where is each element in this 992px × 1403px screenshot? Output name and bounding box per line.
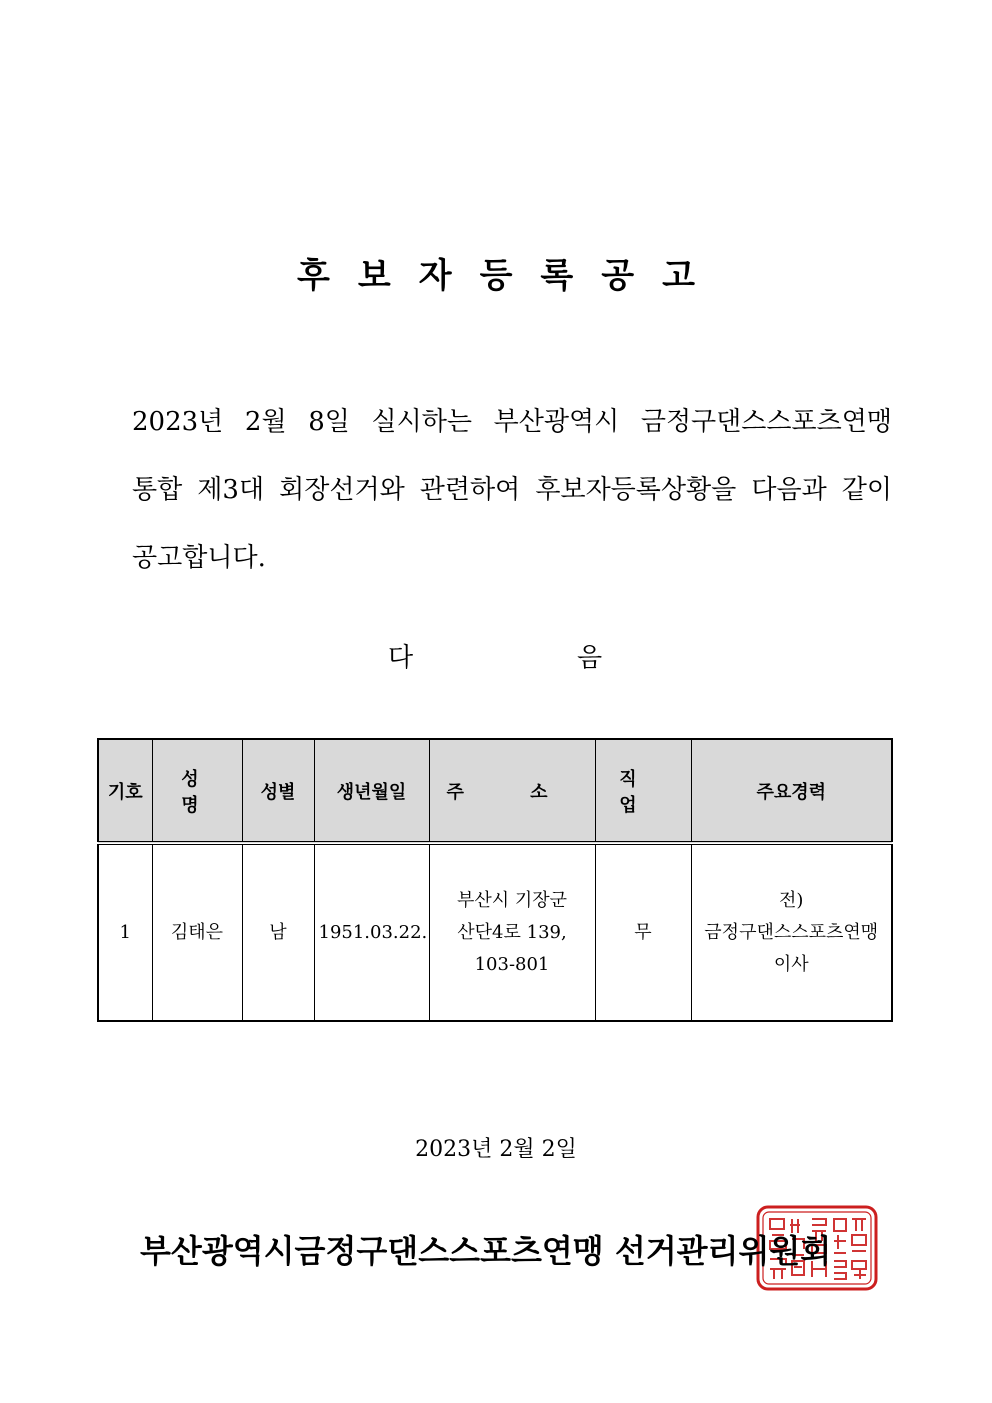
address-line: 산단4로 139, (457, 921, 567, 943)
cell-career (691, 843, 892, 1021)
career-line: 전) (779, 889, 804, 911)
cell-occupation: 무 (595, 843, 691, 1021)
address-line: 103-801 (474, 953, 550, 975)
header-number: 기호 (98, 739, 152, 843)
table-row (98, 843, 892, 1021)
address-line: 부산시 기장군 (456, 889, 568, 911)
cell-name: 김태은 (152, 843, 242, 1021)
header-address: 주 소 (429, 739, 595, 843)
section-heading-da: 다 (388, 643, 414, 673)
header-birthdate: 생년월일 (314, 739, 429, 843)
paragraph-line: 통합 제3대 회장선거와 관련하여 후보자등록상황을 다음과 같이 (132, 475, 892, 505)
cell-birthdate: 1951.03.22. (314, 843, 429, 1021)
candidate-table (97, 738, 893, 1022)
header-name: 성 명 (152, 739, 242, 843)
cell-gender: 남 (242, 843, 314, 1021)
announcement-paragraph (132, 388, 892, 592)
paragraph-line: 2023년 2월 8일 실시하는 부산광역시 금정구댄스스포츠연맹 (132, 407, 892, 437)
header-occupation: 직 업 (595, 739, 691, 843)
section-heading-eum: 음 (577, 643, 603, 673)
cell-address (429, 843, 595, 1021)
cell-number: 1 (98, 843, 152, 1021)
header-career: 주요경력 (691, 739, 892, 843)
career-line: 이사 (773, 953, 809, 975)
paragraph-line: 공고합니다. (132, 543, 266, 573)
header-gender: 성별 (242, 739, 314, 843)
announcement-date: 2023년 2월 2일 (415, 1137, 577, 1162)
organization-name: 부산광역시금정구댄스스포츠연맹 선거관리위원회 (140, 1232, 832, 1270)
career-line: 금정구댄스스포츠연맹 (704, 921, 879, 943)
table-header-row (98, 739, 892, 843)
page-title: 후보자등록공고 (297, 256, 723, 296)
